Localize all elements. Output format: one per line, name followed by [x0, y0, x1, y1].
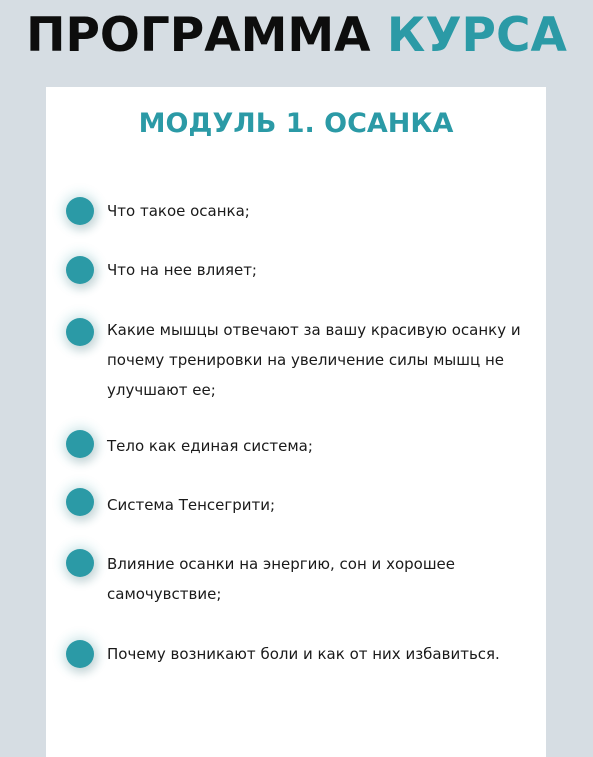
bullet-dot-icon [66, 197, 94, 225]
page-title-accent: КУРСА [386, 8, 567, 63]
bullet-dot-icon [66, 640, 94, 668]
list-item-text: Какие мышцы отвечают за вашу красивую осанку и почему тренировки на увеличение силы мышц не улучшают ее; [107, 321, 521, 399]
list-item-text: Что на нее влияет; [107, 261, 257, 279]
page-title-main: ПРОГРАММА [26, 8, 371, 63]
bullet-dot-icon [66, 549, 94, 577]
bullet-dot-icon [66, 488, 94, 516]
bullet-dot-icon [66, 430, 94, 458]
bullet-dot-icon [66, 318, 94, 346]
list-item-text: Что такое осанка; [107, 202, 250, 220]
list-item-text: Система Тенсегрити; [107, 496, 276, 514]
list-item-text: Почему возникают боли и как от них избавиться. [107, 645, 500, 663]
module-title: МОДУЛЬ 1. ОСАНКА [138, 108, 454, 139]
list-item-text: Тело как единая система; [107, 437, 313, 455]
module-list [46, 0, 546, 747]
list-item-text: Влияние осанки на энергию, сон и хорошее самочувствие; [107, 555, 456, 603]
bullet-dot-icon [66, 256, 94, 284]
